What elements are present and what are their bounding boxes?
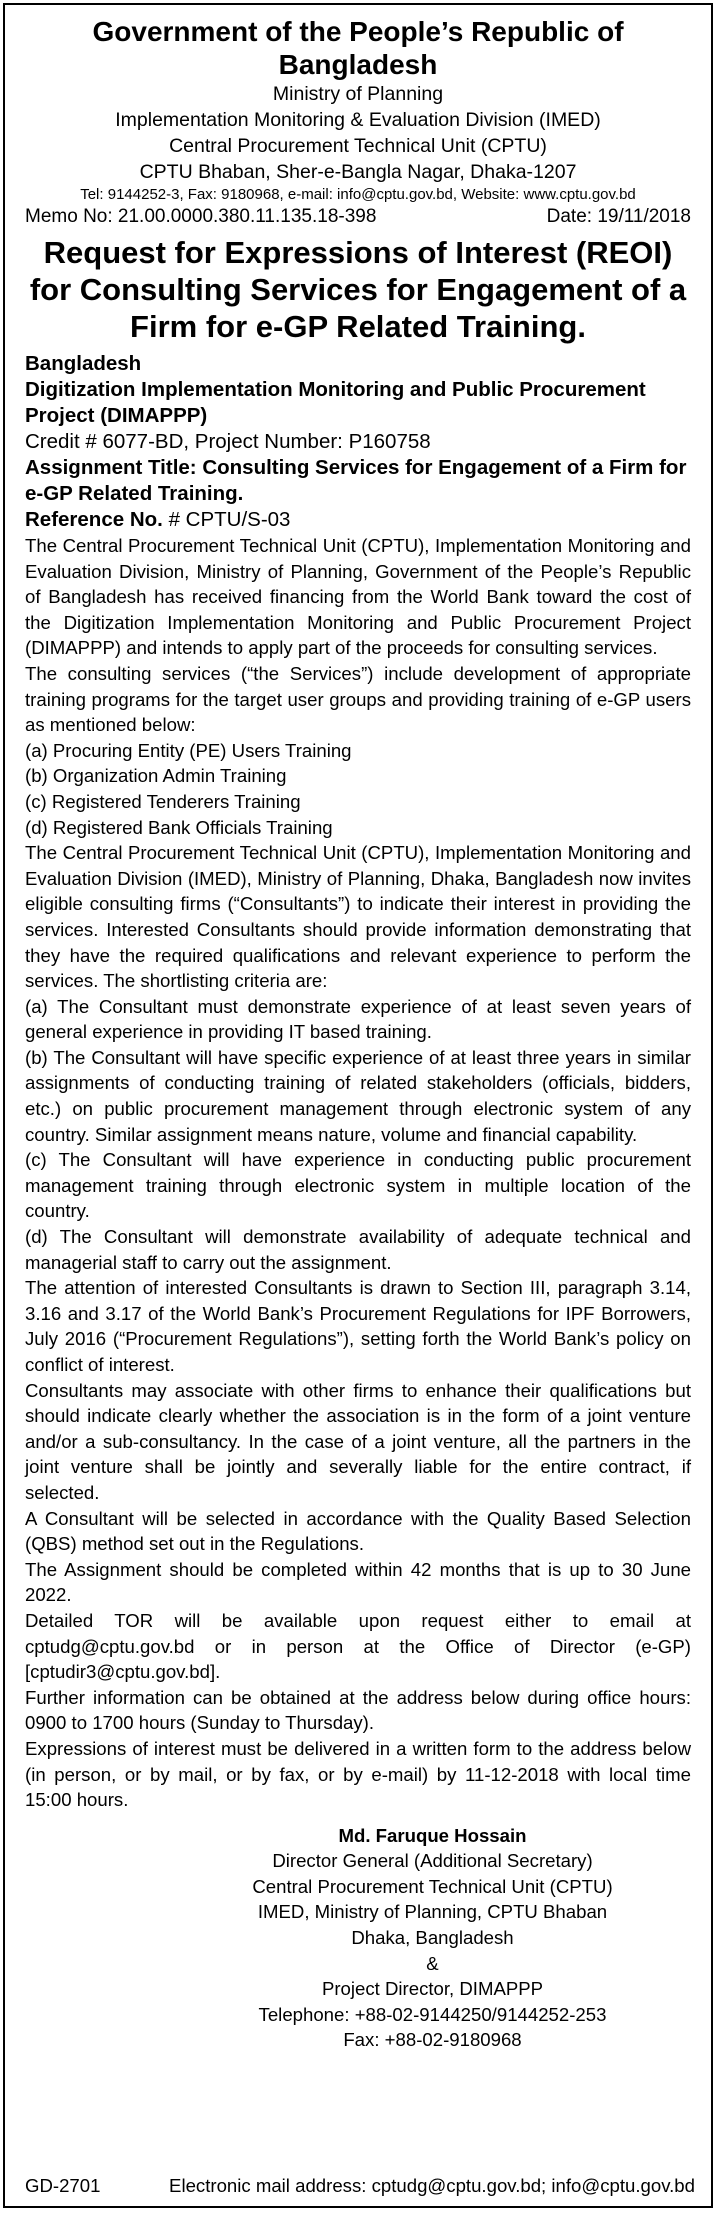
unit-name: Central Procurement Technical Unit (CPTU)	[169, 135, 547, 157]
signatory-title: Director General (Additional Secretary)	[272, 1850, 593, 1872]
credit-line: Credit # 6077-BD, Project Number: P160758	[25, 430, 431, 453]
training-item-c: (c) Registered Tenderers Training	[25, 790, 301, 812]
reference-line	[25, 507, 691, 533]
telephone: Telephone: +88-02-9144250/9144252-253	[258, 2003, 607, 2025]
assignment-title: Assignment Title: Consulting Services for Engagement of a Firm for e-GP Related Training.	[25, 456, 687, 505]
signatory-city: Dhaka, Bangladesh	[351, 1927, 514, 1949]
country: Bangladesh	[25, 352, 142, 375]
division-name: Implementation Monitoring & Evaluation Division (IMED)	[115, 109, 601, 131]
paragraph-conflict-of-interest: The attention of interested Consultants is drawn to Section III, paragraph 3.14, 3.16 and 3.17 of the World Bank’s Procurement Regulations for IPF Borrowers, July 2016 (“Procurement Regulations”), setting forth the World Bank’s policy on conflict of interest.	[25, 1277, 691, 1375]
paragraph-selection-method: A Consultant will be selected in accordance with the Quality Based Selection (QBS) method set out in the Regulations.	[25, 1507, 691, 1555]
training-item-a: (a) Procuring Entity (PE) Users Training	[25, 739, 352, 761]
document-title: Request for Expressions of Interest (REOI) for Consulting Services for Engagement of a Firm for e-GP Related Training.	[29, 235, 687, 344]
paragraph-office-hours: Further information can be obtained at the address below during office hours: 0900 to 1700 hours (Sunday to Thursday).	[25, 1686, 691, 1734]
signatory-office: IMED, Ministry of Planning, CPTU Bhaban	[257, 1901, 608, 1923]
training-item-b: (b) Organization Admin Training	[25, 765, 287, 787]
paragraph-deadline: Expressions of interest must be delivered in a written form to the address below (in person, or by mail, or by fax, or by e-mail) by 11-12-2018 with local time 15:00 hours.	[25, 1737, 691, 1811]
contact-line: Tel: 9144252-3, Fax: 9180968, e-mail: info@cptu.gov.bd, Website: www.cptu.gov.bd	[80, 186, 636, 203]
reference-label: Reference No.	[25, 508, 163, 531]
paragraph-tor: Detailed TOR will be available upon request either to email at cptudg@cptu.gov.bd or in person at the Office of Director (e-GP) [cptudir3@cptu.gov.bd].	[25, 1609, 691, 1683]
fax: Fax: +88-02-9180968	[343, 2029, 522, 2051]
letterhead	[25, 15, 691, 204]
signature-block	[230, 1823, 635, 2053]
paragraph-financing: The Central Procurement Technical Unit (CPTU), Implementation Monitoring and Evaluation Division, Ministry of Planning, Government of the People’s Republic of Bangladesh has received financing from the World Bank toward the cost of the Digitization Implementation Monitoring and Public Procurement Project (DIMAPPP) and intends to apply part of the proceeds for consulting services.	[25, 535, 691, 659]
memo-date: Date: 19/11/2018	[546, 206, 691, 227]
signatory-name: Md. Faruque Hossain	[338, 1824, 527, 1846]
ministry-name: Ministry of Planning	[272, 83, 444, 105]
criterion-c: (c) The Consultant will have experience in conducting public procurement management training through electronic system in multiple location of the country.	[25, 1149, 691, 1222]
body-text	[25, 533, 691, 1813]
office-address: CPTU Bhaban, Sher-e-Bangla Nagar, Dhaka-1207	[139, 161, 577, 183]
memo-row	[25, 204, 691, 230]
memo-number: Memo No: 21.00.0000.380.11.135.18-398	[25, 206, 377, 227]
paragraph-duration: The Assignment should be completed within 42 months that is up to 30 June 2022.	[25, 1558, 691, 1606]
criterion-d: (d) The Consultant will demonstrate availability of adequate technical and managerial staff to carry out the assignment.	[25, 1226, 691, 1273]
email-address: Electronic mail address: cptudg@cptu.gov.bd; info@cptu.gov.bd	[169, 2175, 695, 2196]
paragraph-invitation: The Central Procurement Technical Unit (CPTU), Implementation Monitoring and Evaluation Division (IMED), Ministry of Planning, Dhaka, Bangladesh now invites eligible consulting firms (“Consultants”) to indicate their interest in providing the services. Interested Consultants should provide information demonstrating that they have the required qualifications and relevant experience to perform the services. The shortlisting criteria are:	[25, 842, 691, 992]
training-item-d: (d) Registered Bank Officials Training	[25, 816, 333, 838]
project-director: Project Director, DIMAPPP	[321, 1978, 544, 2000]
footer	[25, 2173, 695, 2198]
criterion-a: (a) The Consultant must demonstrate experience of at least seven years of general experience in providing IT based training.	[25, 995, 691, 1043]
criterion-b: (b) The Consultant will have specific experience of at least three years in similar assignments of conducting training of related stakeholders (officials, bidders, etc.) on public procurement management through electronic system of any country. Similar assignment means nature, volume and financial capability.	[25, 1046, 691, 1145]
project-name: Digitization Implementation Monitoring and Public Procurement Project (DIMAPPP)	[25, 378, 646, 427]
advertisement-page	[3, 3, 713, 2208]
signatory-unit: Central Procurement Technical Unit (CPTU)	[252, 1875, 613, 1897]
reference-value: # CPTU/S-03	[168, 508, 291, 531]
paragraph-services: The consulting services (“the Services”) include development of appropriate training programs for the target user groups and providing training of e-GP users as mentioned below:	[25, 662, 691, 736]
ampersand: &	[426, 1952, 439, 1974]
gd-code: GD-2701	[25, 2175, 101, 2196]
government-name: Government of the People’s Republic of Bangladesh	[92, 16, 624, 80]
paragraph-joint-venture: Consultants may associate with other firms to enhance their qualifications but should indicate clearly whether the association is in the form of a joint venture and/or a sub-consultancy. In the case of a joint venture, all the partners in the joint venture shall be jointly and severally liable for the entire contract, if selected.	[25, 1379, 691, 1503]
